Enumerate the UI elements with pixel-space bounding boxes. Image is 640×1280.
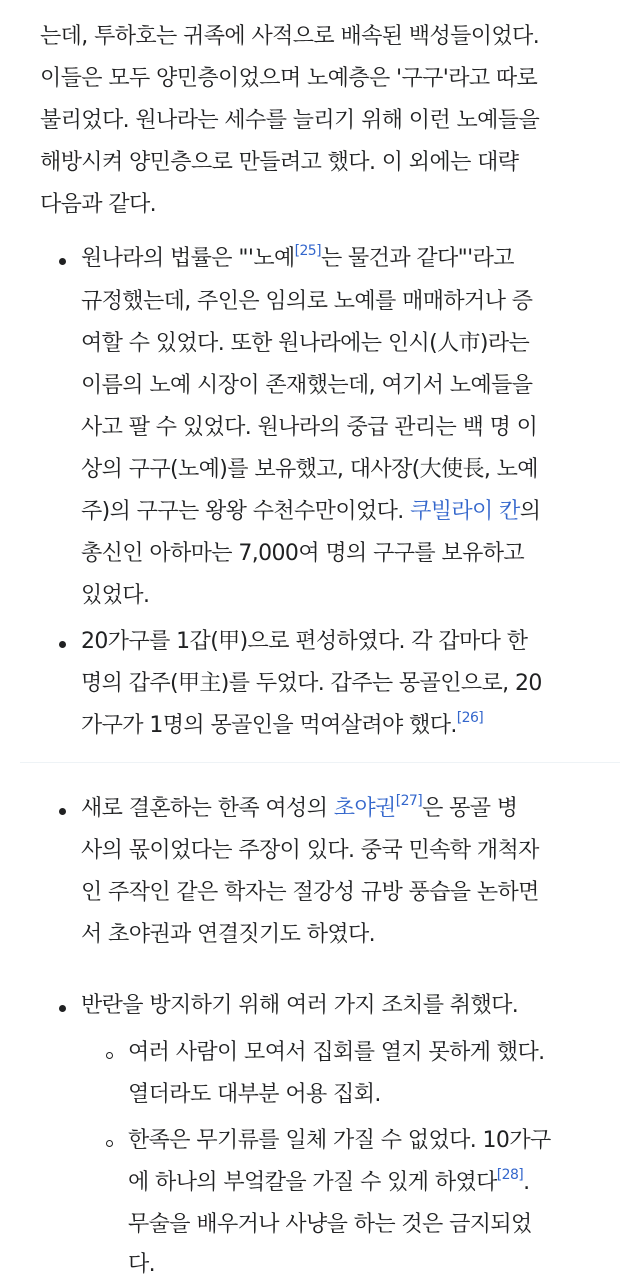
item-1-line-3: 여할 수 있었다. 또한 원나라에는 인시(人市)라는 — [81, 331, 530, 356]
intro-line-4: 해방시켜 양민층으로 만들려고 했다. 이 외에는 대략 — [40, 150, 519, 175]
footnote-27-link[interactable]: [27] — [395, 792, 423, 809]
sub-bullet-icon — [106, 1140, 113, 1147]
item-4-line-1: 반란을 방지하기 위해 여러 가지 조치를 취했다. — [81, 993, 519, 1018]
subitem-2-line-2: 에 하나의 부엌칼을 가질 수 있게 하였다[28]. — [128, 1166, 530, 1195]
item-3-line-3: 인 주작인 같은 학자는 절강성 규방 풍습을 논하면 — [81, 880, 539, 905]
subitem-2-line-4: 다. — [128, 1252, 156, 1277]
intro-line-5: 다음과 같다. — [40, 192, 157, 217]
subitem-1-line-2: 열더라도 대부분 어용 집회. — [128, 1082, 381, 1107]
subitem-1-line-1: 여러 사람이 모여서 집회를 열지 못하게 했다. — [128, 1040, 545, 1065]
bullet-icon — [59, 1005, 66, 1012]
footnote-25-link[interactable]: [25] — [294, 242, 321, 259]
subitem-2-line-3: 무술을 배우거나 사냥을 하는 것은 금지되었 — [128, 1212, 532, 1237]
item-1-line-8: 총신인 아하마는 7,000여 명의 구구를 보유하고 — [81, 541, 525, 566]
droit-du-seigneur-link[interactable]: 초야권 — [333, 796, 396, 821]
intro-line-1: 는데, 투하호는 귀족에 사적으로 배속된 백성들이었다. — [40, 24, 540, 49]
item-1-line-4: 이름의 노예 시장이 존재했는데, 여기서 노예들을 — [81, 373, 533, 398]
item-3-line-2: 사의 몫이었다는 주장이 있다. 중국 민속학 개척자 — [81, 838, 539, 863]
item-1-line-2: 규정했는데, 주인은 임의로 노예를 매매하거나 증 — [81, 289, 533, 314]
item-2-line-3: 가구가 1명의 몽골인을 먹여살려야 했다.[26] — [81, 709, 484, 738]
divider — [20, 762, 620, 763]
item-1-line-1: 원나라의 법률은 "'노예[25]는 물건과 같다"'라고 — [81, 242, 514, 271]
item-1-line-9: 있었다. — [81, 583, 150, 608]
intro-line-3: 불리었다. 원나라는 세수를 늘리기 위해 이런 노예들을 — [40, 108, 540, 133]
kublai-khan-link[interactable]: 쿠빌라이 칸 — [410, 499, 520, 524]
item-2-line-2: 명의 갑주(甲主)를 두었다. 갑주는 몽골인으로, 20 — [81, 671, 542, 696]
item-3-line-1: 새로 결혼하는 한족 여성의 초야권[27]은 몽골 병 — [81, 792, 518, 821]
bullet-icon — [59, 641, 66, 648]
item-1-line-7: 주)의 구구는 왕왕 수천수만이었다. 쿠빌라이 칸의 — [81, 499, 541, 524]
footnote-26-link[interactable]: [26] — [456, 709, 484, 726]
sub-bullet-icon — [106, 1052, 113, 1059]
subitem-2-line-1: 한족은 무기류를 일체 가질 수 없었다. 10가구 — [128, 1128, 551, 1153]
item-2-line-1: 20가구를 1갑(甲)으로 편성하였다. 각 갑마다 한 — [81, 629, 528, 654]
item-1-line-5: 사고 팔 수 있었다. 원나라의 중급 관리는 백 명 이 — [81, 415, 538, 440]
intro-line-2: 이들은 모두 양민층이었으며 노예층은 '구구'라고 따로 — [40, 66, 538, 91]
item-1-line-6: 상의 구구(노예)를 보유했고, 대사장(大使長, 노예 — [81, 457, 538, 482]
footnote-28-link[interactable]: [28] — [496, 1166, 524, 1183]
item-3-line-4: 서 초야권과 연결짓기도 하였다. — [81, 922, 376, 947]
bullet-icon — [59, 808, 66, 815]
bullet-icon — [59, 258, 66, 265]
